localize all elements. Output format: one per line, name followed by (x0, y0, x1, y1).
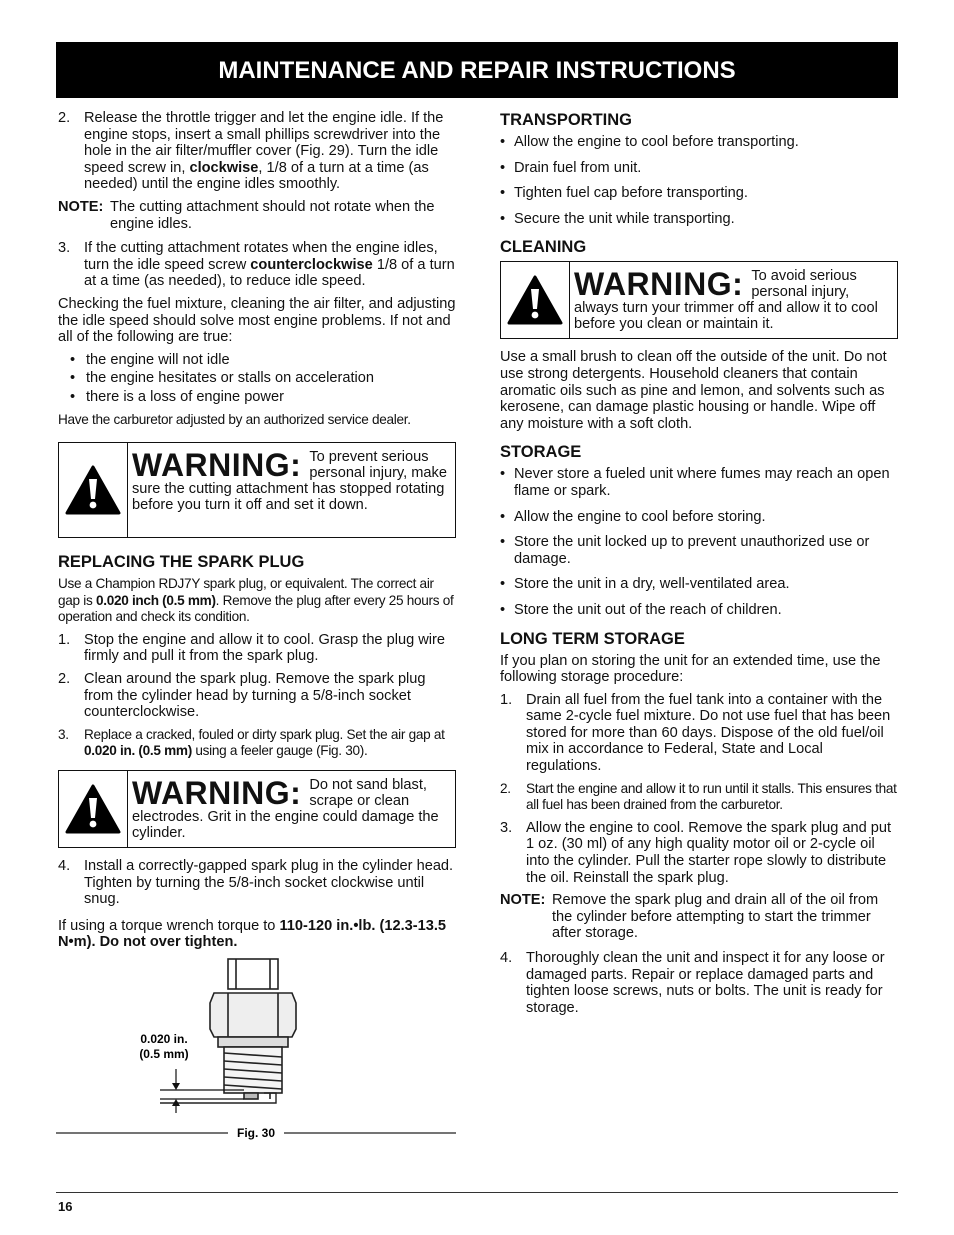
list-item: • Allow the engine to cool before transporting. (500, 134, 898, 151)
idle-step-2: 2. Release the throttle trigger and let the engine idle. If the engine stops, insert a small phillips screwdriver into the hole in the air filter/muffler cover (Fig. 29). Turn the idle speed screw in, clockwise, 1/8 of a turn at a time (as needed) until the engine idles smoothly. (58, 110, 444, 193)
list-item: • Store the unit locked up to prevent unauthorized use or damage. (500, 534, 898, 567)
spark-intro: Use a Champion RDJ7Y spark plug, or equivalent. The correct air gap is 0.020 inch (0.5 mm). Remove the plug after every 25 hours of operation and check its condition. (58, 576, 454, 625)
list-item: • Secure the unit while transporting. (500, 211, 898, 228)
page-number: 16 (58, 1199, 73, 1214)
list-item: • Store the unit in a dry, well-ventilated area. (500, 576, 898, 593)
list-item: • Drain fuel from unit. (500, 160, 898, 177)
list-item: • the engine hesitates or stalls on acceleration (58, 370, 456, 387)
gap-label-inches: 0.020 in. (140, 1032, 188, 1046)
warning-triangle-icon (59, 771, 128, 847)
spark-step-2: 2. Clean around the spark plug. Remove the spark plug from the cylinder head by turning a 5/8-inch socket counterclockwise. (58, 671, 426, 721)
list-item: • Tighten fuel cap before transporting. (500, 185, 898, 202)
list-item: • there is a loss of engine power (58, 389, 456, 406)
warning-box-cleaning (500, 261, 898, 339)
torque-paragraph: If using a torque wrench torque to 110-120 in.•lb. (12.3-13.5 N•m). Do not over tighten. (58, 917, 447, 951)
lts-intro: If you plan on storing the unit for an extended time, use the following storage procedure: (500, 652, 881, 686)
figure-caption: Fig. 30 (236, 1126, 276, 1140)
lts-step-1: 1. Drain all fuel from the fuel tank into a container with the same 2-cycle fuel mixture. Do not use fuel that has been stored for more than 60 days. Dispose of the old fuel/oil mix in accordance to Federal, State and Local regulations. (500, 691, 891, 775)
cleaning-paragraph: Use a small brush to clean off the outside of the unit. Do not use strong detergents. Household cleaners that contain aromatic oils such as pine and lemon, and solvents such as kerosene, can damage plastic housing or handle. Wipe off any moisture with a soft cloth. (500, 349, 887, 432)
lts-step-2: 2. Start the engine and allow it to run until it stalls. This ensures that all fuel has been drained from the carburetor. (500, 780, 897, 813)
warning-triangle-icon (59, 443, 128, 537)
note-storage: NOTE: Remove the spark plug and drain all of the oil from the cylinder before attempting to start the trimmer after storage. (500, 892, 879, 942)
long-term-storage-heading: LONG TERM STORAGE (500, 629, 685, 648)
storage-list (500, 466, 898, 618)
warning-title: WARNING: (132, 447, 302, 484)
list-item: • Never store a fueled unit where fumes may reach an open flame or spark. (500, 466, 898, 499)
spark-plug-illustration (56, 945, 456, 1145)
warning-title: WARNING: (574, 266, 744, 303)
idle-step-3: 3. If the cutting attachment rotates when the engine idles, turn the idle speed screw counterclockwise 1/8 of a turn at a time (as needed), to reduce idle speed. (58, 240, 455, 290)
list-item: • Store the unit out of the reach of children. (500, 602, 898, 619)
transport-list (500, 134, 898, 227)
warning-text: To avoid serious personal injury, always turn your trimmer off and allow it to cool before you clean or maintain it. (574, 268, 878, 333)
page-header: MAINTENANCE AND REPAIR INSTRUCTIONS (56, 42, 898, 98)
list-item: • the engine will not idle (58, 352, 456, 369)
note-idle: NOTE: The cutting attachment should not rotate when the engine idles. (58, 198, 435, 232)
footer-divider (56, 1192, 898, 1193)
cleaning-heading: CLEANING (500, 238, 587, 257)
lts-step-3: 3. Allow the engine to cool. Remove the spark plug and put 1 oz. (30 ml) of any high quality motor oil or 2-cycle oil into the cylinder. Pull the starter rope slowly to distribute the oil. Reinstall the spark plug. (500, 819, 892, 886)
lts-step-4: 4. Thoroughly clean the unit and inspect it for any loose or damaged parts. Repair or replace damaged parts and tighten loose screws, nuts or bolts. The unit is ready for storage. (500, 950, 885, 1016)
warning-triangle-icon (501, 262, 570, 338)
checking-paragraph: Checking the fuel mixture, cleaning the air filter, and adjusting the idle speed should solve most engine problems. If not and all of the following are true: (58, 295, 456, 346)
spark-step-1: 1. Stop the engine and allow it to cool. Grasp the plug wire firmly and pull it from the spark plug. (58, 631, 446, 665)
warning-box-spark (58, 770, 456, 848)
warning-title: WARNING: (132, 775, 302, 812)
spark-plug-figure (56, 945, 456, 1145)
warning-text: Do not sand blast, scrape or clean electrodes. Grit in the engine could damage the cylinder. (132, 777, 439, 842)
right-column (500, 110, 898, 1022)
list-item: • Allow the engine to cool before storing. (500, 509, 898, 526)
symptom-list (58, 352, 456, 406)
dealer-paragraph: Have the carburetor adjusted by an authorized service dealer. (58, 411, 411, 427)
warning-box-idle (58, 442, 456, 538)
spark-step-3: 3. Replace a cracked, fouled or dirty spark plug. Set the air gap at 0.020 in. (0.5 mm) using a feeler gauge (Fig. 30). (58, 726, 445, 759)
spark-step-4: 4. Install a correctly-gapped spark plug in the cylinder head. Tighten by turning the 5/8-inch socket clockwise until snug. (58, 858, 454, 908)
storage-heading: STORAGE (500, 443, 582, 462)
transporting-heading: TRANSPORTING (500, 111, 632, 129)
left-column (58, 110, 456, 957)
gap-label-mm: (0.5 mm) (139, 1047, 189, 1061)
warning-text: To prevent serious personal injury, make sure the cutting attachment has stopped rotating before you turn it off and set it down. (132, 449, 447, 514)
spark-plug-heading: REPLACING THE SPARK PLUG (58, 553, 305, 572)
